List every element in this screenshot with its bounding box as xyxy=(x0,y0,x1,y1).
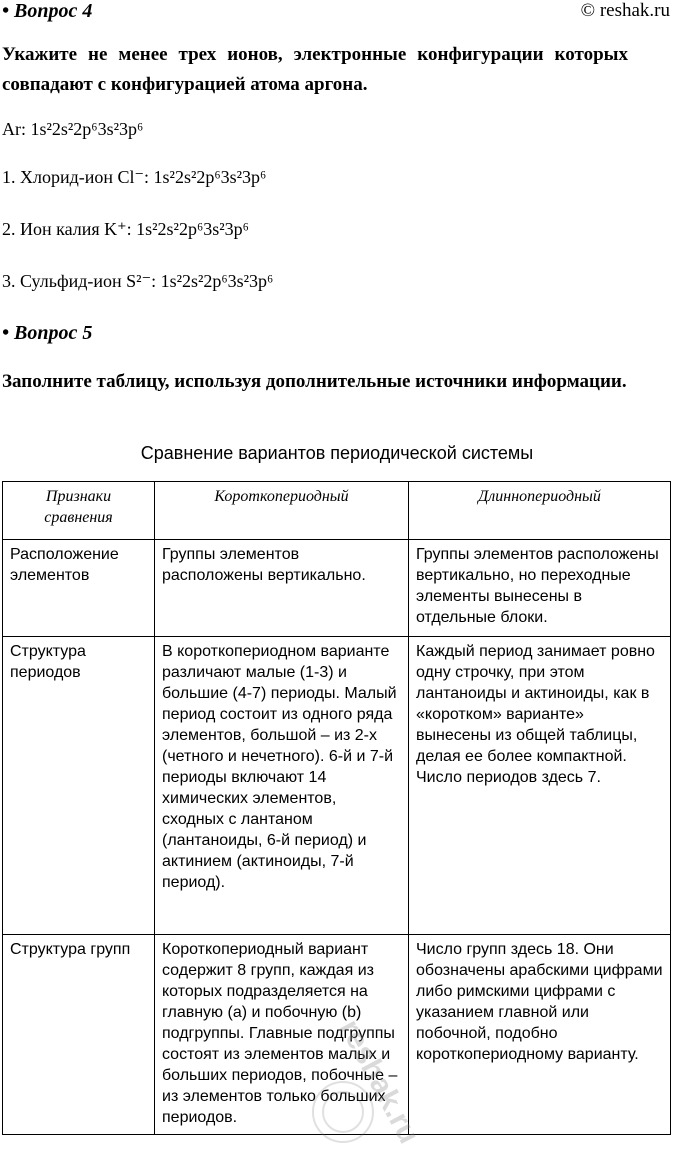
table-header-row xyxy=(3,482,671,540)
answer-sulfide: 3. Сульфид-ион S²⁻: 1s²2s²2p⁶3s²3p⁶ xyxy=(2,271,274,291)
comparison-table xyxy=(2,481,671,1135)
table-row xyxy=(3,935,671,1135)
table-cell: Каждый период занимает ровно одну строчку, при этом лантаноиды и актиноиды, как в «коротком» варианте» вынесены из общей таблицы, делая ее более компактной. Число периодов здесь 7. xyxy=(409,637,671,935)
table-cell: Структура групп xyxy=(3,935,155,1135)
header-short-period: Короткопериодный xyxy=(155,482,409,540)
table-caption: Сравнение вариантов периодической системы xyxy=(140,443,534,463)
answer-chloride: 1. Хлорид-ион Cl⁻: 1s²2s²2p⁶3s²3p⁶ xyxy=(2,167,267,187)
question-4-task: Укажите не менее трех ионов, электронные конфигурации которых совпадают с конфигурацией атома аргона. xyxy=(2,44,628,95)
table-cell: Структура периодов xyxy=(3,637,155,935)
table-cell: Число групп здесь 18. Они обозначены арабскими цифрами либо римскими цифрами с указанием главной или побочной, подобно короткопериодному варианту. xyxy=(409,935,671,1135)
watermark-text: reshak.ru xyxy=(333,1014,426,1150)
table-cell: В короткопериодном варианте различают малые (1-3) и большие (4-7) периоды. Малый период состоит из одного ряда элементов, большой – из 2-х (четного и нечетного). 6-й и 7-й периоды включают 14 химических элементов, сходных с лантаном (лантаноиды, 6-й период) и актинием (актиноиды, 7-й период). xyxy=(155,637,409,935)
question-5-task: Заполните таблицу, используя дополнительные источники информации. xyxy=(2,371,627,392)
argon-configuration: Ar: 1s²2s²2p⁶3s²3p⁶ xyxy=(2,119,144,139)
table-cell: Расположение элементов xyxy=(3,540,155,637)
question-5-heading: • Вопрос 5 xyxy=(2,322,93,344)
header-criteria: Признаки сравнения xyxy=(3,482,155,540)
table-cell: Группы элементов расположены вертикально, но переходные элементы вынесены в отдельные блоки. xyxy=(409,540,671,637)
question-4-heading: • Вопрос 4 xyxy=(2,0,93,22)
table-cell: Группы элементов расположены вертикально. xyxy=(155,540,409,637)
table-row xyxy=(3,540,671,637)
header-long-period: Длиннопериодный xyxy=(409,482,671,540)
table-row xyxy=(3,637,671,935)
table-cell: Короткопериодный вариант содержит 8 групп, каждая из которых подразделяется на главную (а) и побочную (b) подгруппы. Главные подгруппы состоят из элементов малых и больших периодов, побочные – из элементов только больших периодов. xyxy=(155,935,409,1135)
site-credit[interactable]: © reshak.ru xyxy=(580,0,670,21)
answer-potassium: 2. Ион калия K⁺: 1s²2s²2p⁶3s²3p⁶ xyxy=(2,219,249,239)
